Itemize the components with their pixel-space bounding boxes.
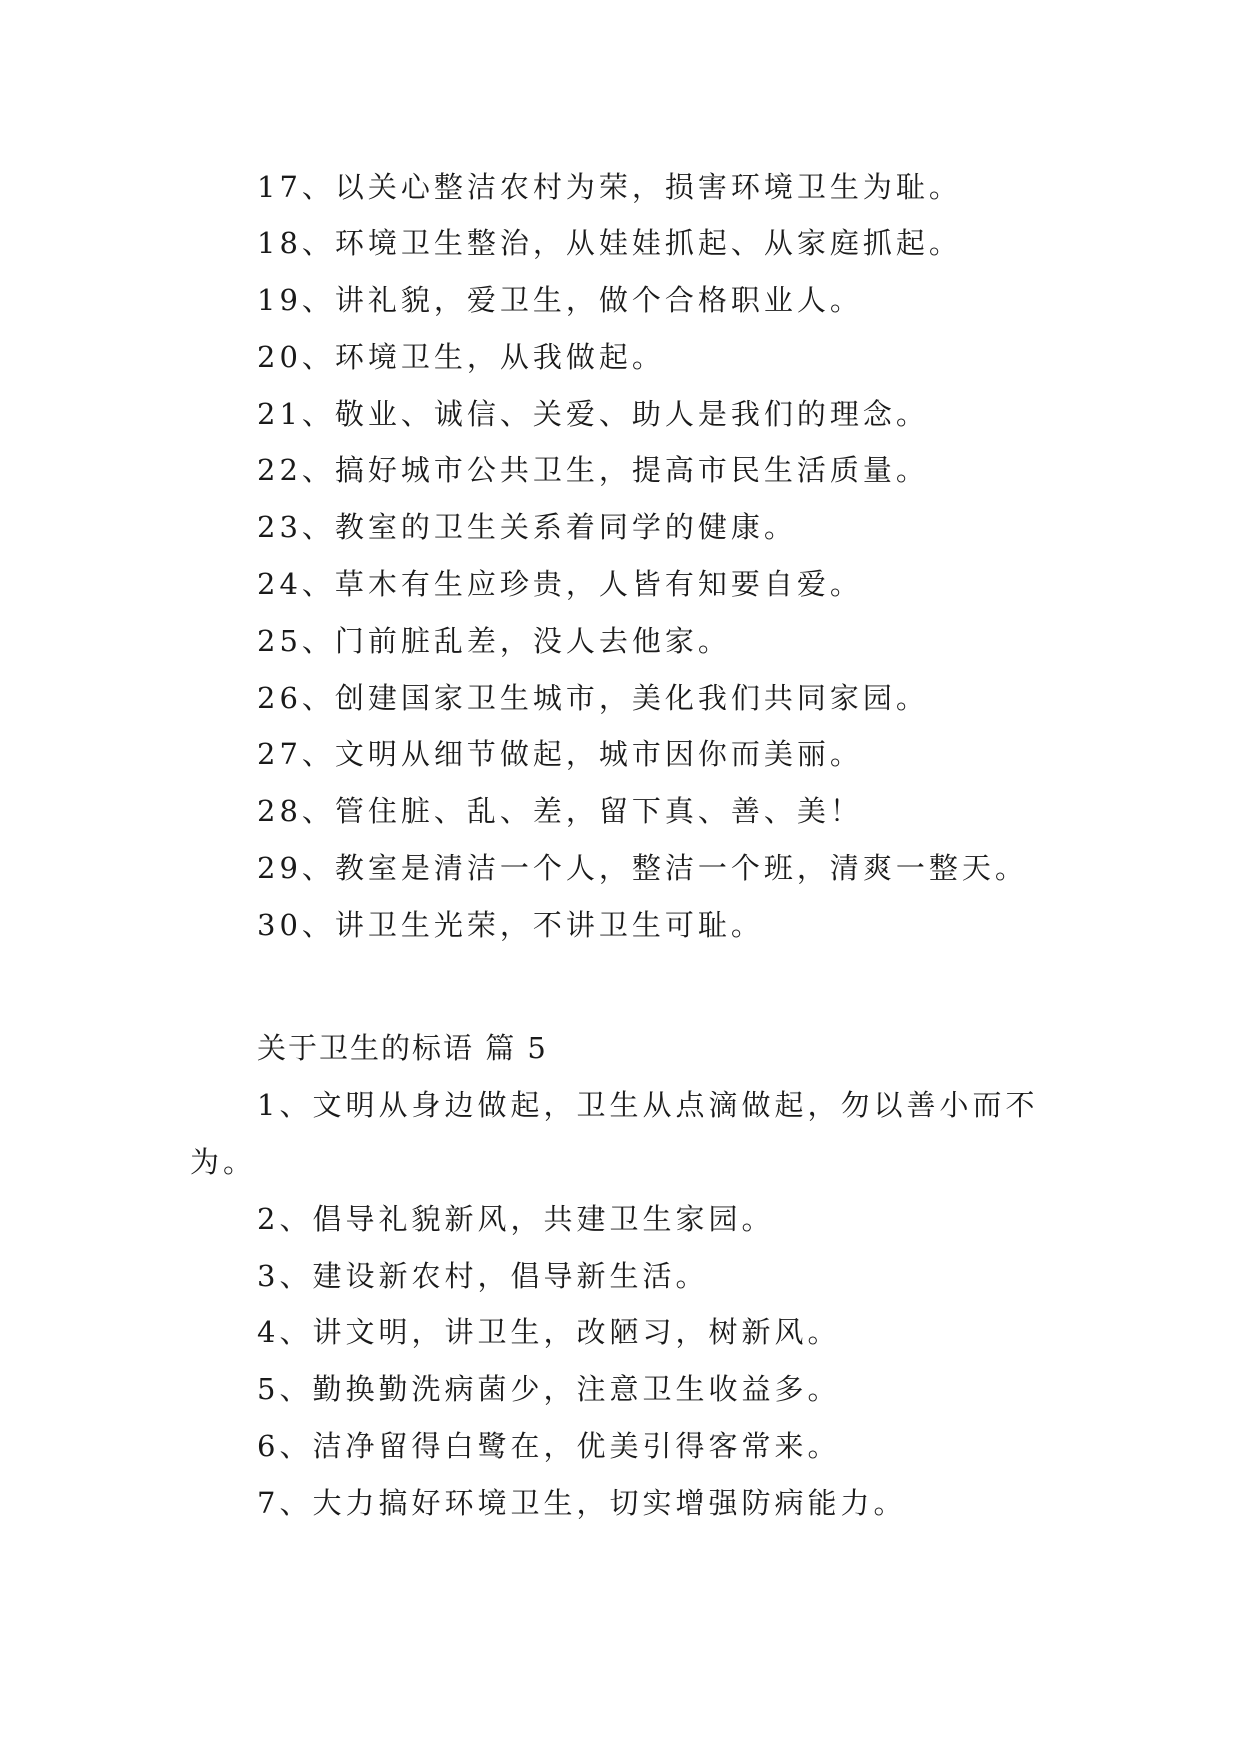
slogan-3: 3、建设新农村，倡导新生活。	[257, 1259, 709, 1293]
slogan-21: 21、敬业、诚信、关爱、助人是我们的理念。	[257, 397, 929, 431]
slogan-30: 30、讲卫生光荣，不讲卫生可耻。	[257, 908, 764, 942]
slogan-23: 23、教室的卫生关系着同学的健康。	[257, 510, 797, 544]
section-heading: 关于卫生的标语 篇 5	[257, 1031, 548, 1065]
slogan-18: 18、环境卫生整治，从娃娃抓起、从家庭抓起。	[257, 226, 962, 260]
slogan-25: 25、门前脏乱差，没人去他家。	[257, 624, 731, 658]
slogan-29: 29、教室是清洁一个人，整洁一个班，清爽一整天。	[257, 851, 1028, 885]
slogan-1-line1: 1、文明从身边做起，卫生从点滴做起，勿以善小而不	[257, 1088, 1039, 1122]
slogan-17: 17、以关心整洁农村为荣，损害环境卫生为耻。	[257, 170, 962, 204]
slogan-2: 2、倡导礼貌新风，共建卫生家园。	[257, 1202, 775, 1236]
slogan-20: 20、环境卫生，从我做起。	[257, 340, 665, 374]
slogan-7: 7、大力搞好环境卫生，切实增强防病能力。	[257, 1486, 907, 1520]
slogan-22: 22、搞好城市公共卫生，提高市民生活质量。	[257, 453, 929, 487]
slogan-19: 19、讲礼貌，爱卫生，做个合格职业人。	[257, 283, 863, 317]
slogan-6: 6、洁净留得白鹭在，优美引得客常来。	[257, 1429, 841, 1463]
slogan-1-line2: 为。	[190, 1145, 257, 1179]
slogan-27: 27、文明从细节做起，城市因你而美丽。	[257, 737, 863, 771]
slogan-24: 24、草木有生应珍贵，人皆有知要自爱。	[257, 567, 863, 601]
slogan-5: 5、勤换勤洗病菌少，注意卫生收益多。	[257, 1372, 841, 1406]
slogan-26: 26、创建国家卫生城市，美化我们共同家园。	[257, 681, 929, 715]
slogan-28: 28、管住脏、乱、差，留下真、善、美！	[257, 794, 863, 828]
slogan-4: 4、讲文明，讲卫生，改陋习，树新风。	[257, 1315, 841, 1349]
